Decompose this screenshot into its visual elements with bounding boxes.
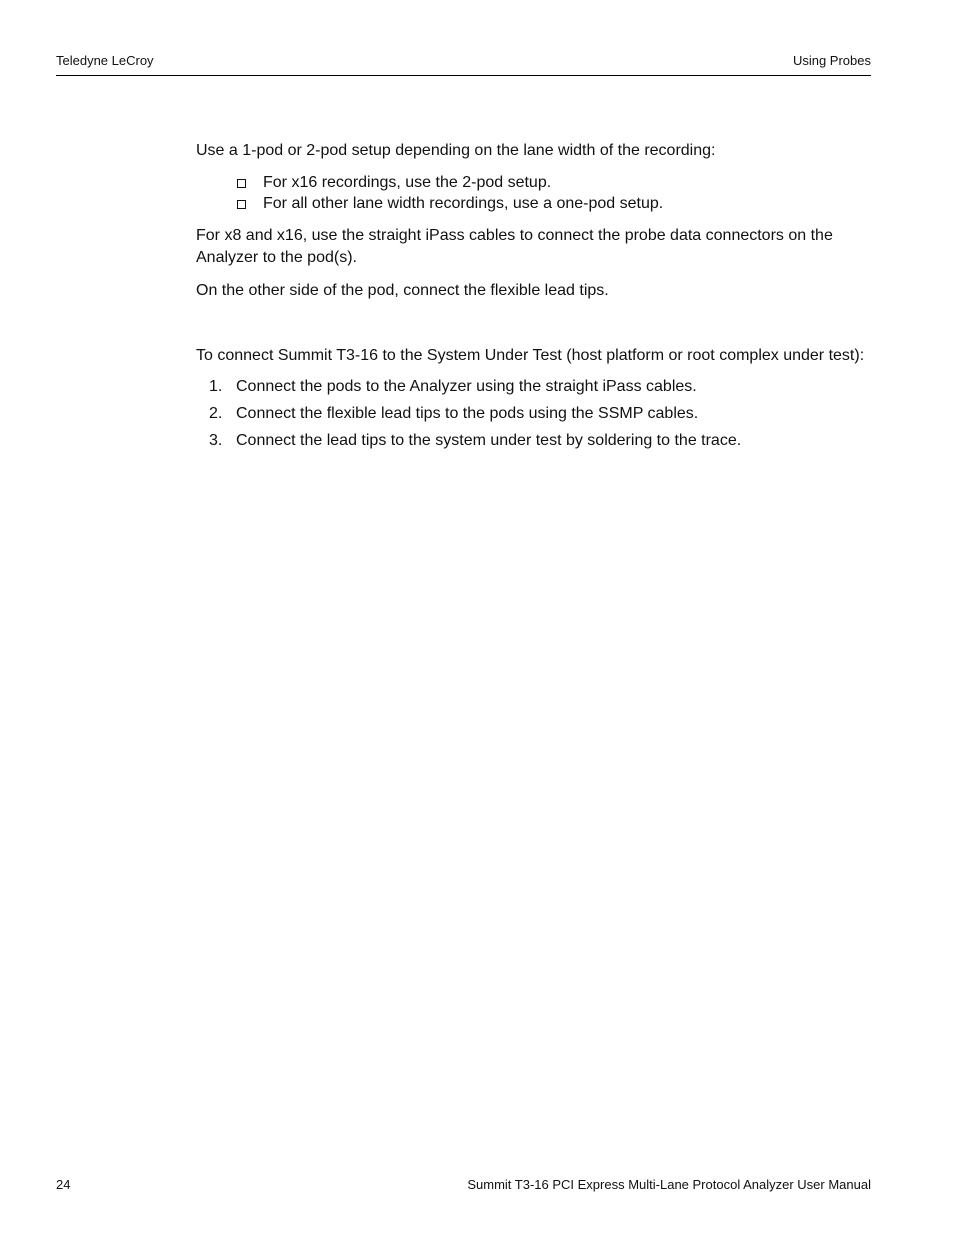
intro-paragraph: Use a 1-pod or 2-pod setup depending on the lane width of the recording: (196, 142, 716, 159)
list-item (236, 172, 872, 193)
list-item-text: For x16 recordings, use the 2-pod setup. (263, 174, 552, 191)
header-section: Using Probes (792, 53, 871, 68)
pod-setup-list (196, 172, 872, 214)
step-text: Connect the lead tips to the system under test by soldering to the trace. (236, 432, 742, 449)
step-text: Connect the flexible lead tips to the pods using the SSMP cables. (236, 405, 699, 422)
checkbox-bullet-icon (237, 179, 246, 188)
connect-paragraph: To connect Summit T3-16 to the System Under Test (host platform or root complex under test): (196, 347, 865, 364)
step-number: 3. (209, 432, 223, 449)
step-item (196, 376, 872, 403)
page-header (56, 53, 871, 76)
checkbox-bullet-icon (237, 200, 246, 209)
cables-paragraph: For x8 and x16, use the straight iPass cables to connect the probe data connectors on the Analyzer to the pod(s). (196, 227, 833, 266)
step-item (196, 430, 872, 457)
step-item (196, 403, 872, 430)
list-item-text: For all other lane width recordings, use a one-pod setup. (263, 195, 664, 212)
manual-title: Summit T3-16 PCI Express Multi-Lane Protocol Analyzer User Manual (467, 1177, 871, 1192)
step-number: 2. (209, 405, 223, 422)
step-number: 1. (209, 378, 223, 395)
page-number: 24 (56, 1177, 71, 1192)
list-item (236, 193, 872, 214)
page-content (196, 140, 872, 457)
lead-tips-paragraph: On the other side of the pod, connect the flexible lead tips. (196, 282, 609, 299)
header-company: Teledyne LeCroy (56, 53, 154, 68)
connection-steps (196, 376, 872, 457)
step-text: Connect the pods to the Analyzer using the straight iPass cables. (236, 378, 697, 395)
